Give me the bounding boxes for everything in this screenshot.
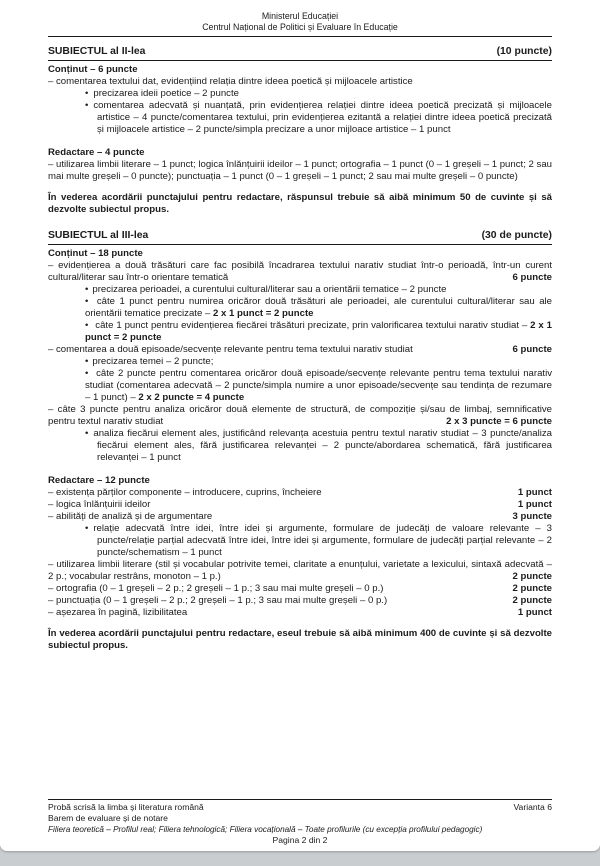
rubric-bullet-text: câte 1 punct pentru numirea oricăror două trăsături ale perioadei, ale curentului cultural/literar sau ale orientării tematice precizate –: [85, 296, 553, 319]
rubric-item-text: – abilități de analiză și de argumentare: [48, 511, 213, 522]
section-2-note: În vederea acordării punctajului pentru redactare, răspunsul trebuie să aibă minimum 50 de cuvinte și să dezvolte subiectul propus.: [48, 192, 552, 215]
score-value: 2 x 1 punct = 2 puncte: [212, 308, 314, 319]
footer-doc-type: Barem de evaluare și de notare: [48, 813, 168, 823]
page-number: Pagina 2 din 2: [272, 835, 328, 845]
section-3-redactare-heading: Redactare – 12 puncte: [48, 475, 150, 486]
rubric-item-text: – logica înlănțuirii ideilor: [48, 499, 151, 510]
rubric-item: [48, 511, 552, 523]
rubric-item: [48, 499, 552, 511]
footer-filiera: Filiera teoretică – Profilul real; Filiera tehnologică; Filiera vocațională – Toate profilurile (cu excepția profilului pedagogic): [48, 825, 483, 834]
rubric-item-text: – câte 3 puncte pentru analiza oricăror două elemente de structură, de compoziție și/sau de limbaj, semnificative pentru textul narativ studiat: [48, 404, 552, 427]
section-3-title: SUBIECTUL al III-lea: [48, 230, 149, 241]
rubric-bullet: [48, 296, 552, 320]
score-value: 2 x 3 puncte = 6 puncte: [446, 416, 552, 427]
rubric-item: [48, 595, 552, 607]
center-name: Centrul Național de Politici și Evaluare în Educație: [202, 21, 398, 32]
rubric-item: [48, 404, 552, 428]
section-3-note: În vederea acordării punctajului pentru redactare, eseul trebuie să aibă minimum 400 de cuvinte și să dezvolte subiectul propus.: [48, 628, 552, 651]
rubric-item: [48, 559, 552, 583]
footer-rule: [48, 799, 552, 800]
score-value: 3 puncte: [512, 511, 552, 522]
score-value: 6 puncte: [512, 344, 552, 355]
section-2-title-row: [48, 46, 552, 61]
score-value: 6 puncte: [512, 272, 552, 283]
rubric-bullet: [48, 368, 552, 404]
score-value: 2 puncte: [512, 583, 552, 594]
document-footer: [48, 799, 552, 846]
rubric-item-text: – comentarea a două episoade/secvențe relevante pentru tema textului narativ studiat: [48, 344, 413, 355]
spacer: [48, 136, 552, 145]
section-2-title: SUBIECTUL al II-lea: [48, 46, 146, 57]
score-value: 2 x 1 punct = 2 puncte: [85, 320, 553, 343]
rubric-item-text: – utilizarea limbii literare (stil și vocabular potrivite temei, claritate a enunțului, varietate a lexicului, sintaxă adecvată – 2 p.; vocabular restrâns, monoton – 1 p.): [48, 559, 552, 582]
score-value: 2 puncte: [512, 571, 552, 582]
spacer: [48, 464, 552, 473]
rubric-item-text: – evidențierea a două trăsături care fac posibilă încadrarea textului narativ studiat într-o perioadă, într-un curent cultural/literar sau într-o orientare tematică: [48, 260, 552, 283]
rubric-item: [48, 607, 552, 619]
rubric-bullet-text: câte 2 puncte pentru comentarea oricăror două episoade/secvențe relevante pentru tema textului narativ studiat (comentarea adecvată – 2 puncte/simpla numire a unor episoade/secvențe sau tendința de rezumare – 1 punct) –: [85, 368, 552, 403]
section-2-points: (10 puncte): [496, 46, 552, 57]
section-3-title-row: [48, 230, 552, 245]
rubric-bullet: [48, 320, 552, 344]
score-value: 2 puncte: [512, 595, 552, 606]
rubric-bullet: • precizarea temei – 2 puncte;: [48, 356, 552, 368]
rubric-item: [48, 260, 552, 284]
section-2-continut-heading: Conținut – 6 puncte: [48, 64, 138, 75]
footer-exam-name: Probă scrisă la limba și literatura română: [48, 802, 204, 812]
rubric-bullet-text: câte 1 punct pentru evidențierea fiecărei trăsături precizate, prin valorificarea textului narativ studiat –: [95, 320, 531, 331]
rubric-item-text: – așezarea în pagină, lizibilitatea: [48, 607, 188, 618]
rubric-item: – utilizarea limbii literare – 1 punct; logica înlănțuirii ideilor – 1 punct; ortografia – 1 punct (0 – 1 greșeli – 1 punct; 2 sau mai multe greșeli – 0 puncte); punctuația – 1 punct (0 – 1 greșeli – 1 punct; 2 sau mai multe greșeli – 0 puncte): [48, 159, 552, 182]
rubric-item-text: – punctuația (0 – 1 greșeli – 2 p.; 2 greșeli – 1 p.; 3 sau mai multe greșeli – 0 p.): [48, 595, 388, 606]
score-value: 1 punct: [517, 487, 552, 498]
rubric-item: – comentarea textului dat, evidențiind relația dintre ideea poetică și mijloacele artistice: [48, 76, 413, 87]
header-rule: [48, 36, 552, 37]
rubric-bullet: • relație adecvată între idei, între idei și argumente, formulare de judecăți de valoare relevante – 3 puncte/relație parțial adecvată între idei, între idei și argumente, formulare de judecăți parțial relevante – 2 puncte/schematism – 1 punct: [48, 523, 552, 559]
section-2-redactare-heading: Redactare – 4 puncte: [48, 147, 145, 158]
rubric-item: [48, 583, 552, 595]
ministry-name: Ministerul Educației: [261, 11, 339, 21]
section-3-continut-heading: Conținut – 18 puncte: [48, 248, 143, 259]
score-value: 2 x 2 puncte = 4 puncte: [138, 392, 245, 403]
score-value: 1 punct: [517, 499, 552, 510]
footer-variant: Varianta 6: [513, 802, 552, 812]
score-value: 1 punct: [517, 607, 552, 618]
rubric-bullet: • precizarea ideii poetice – 2 puncte: [48, 88, 552, 100]
rubric-bullet: • analiza fiecărui element ales, justificând relevanța acestuia pentru textul narativ studiat – 3 puncte/analiza fiecărui element ales, fără justificarea relevanței – 2 puncte/abordarea schematică, fără justificarea relevanței – 1 punct: [48, 428, 552, 464]
section-3-points: (30 de puncte): [481, 230, 552, 241]
rubric-item: [48, 344, 552, 356]
rubric-item-text: – existența părților componente – introducere, cuprins, încheiere: [48, 487, 322, 498]
document-header: [48, 11, 552, 32]
rubric-item: [48, 487, 552, 499]
rubric-bullet: • comentarea adecvată și nuanțată, prin evidențierea relației dintre ideea poetică precizată și mijloacele artistice – 4 puncte/comentarea textului, prin evidențierea ezitantă a relației dintre ideea poetică precizată și mijloacele artistice – 2 puncte/simpla precizare a unor mijloace artistice – 1 punct: [48, 100, 552, 136]
rubric-bullet: • precizarea perioadei, a curentului cultural/literar sau a orientării tematice – 2 puncte: [48, 284, 552, 296]
rubric-item-text: – ortografia (0 – 1 greșeli – 2 p.; 2 greșeli – 1 p.; 3 sau mai multe greșeli – 0 p.): [48, 583, 384, 594]
